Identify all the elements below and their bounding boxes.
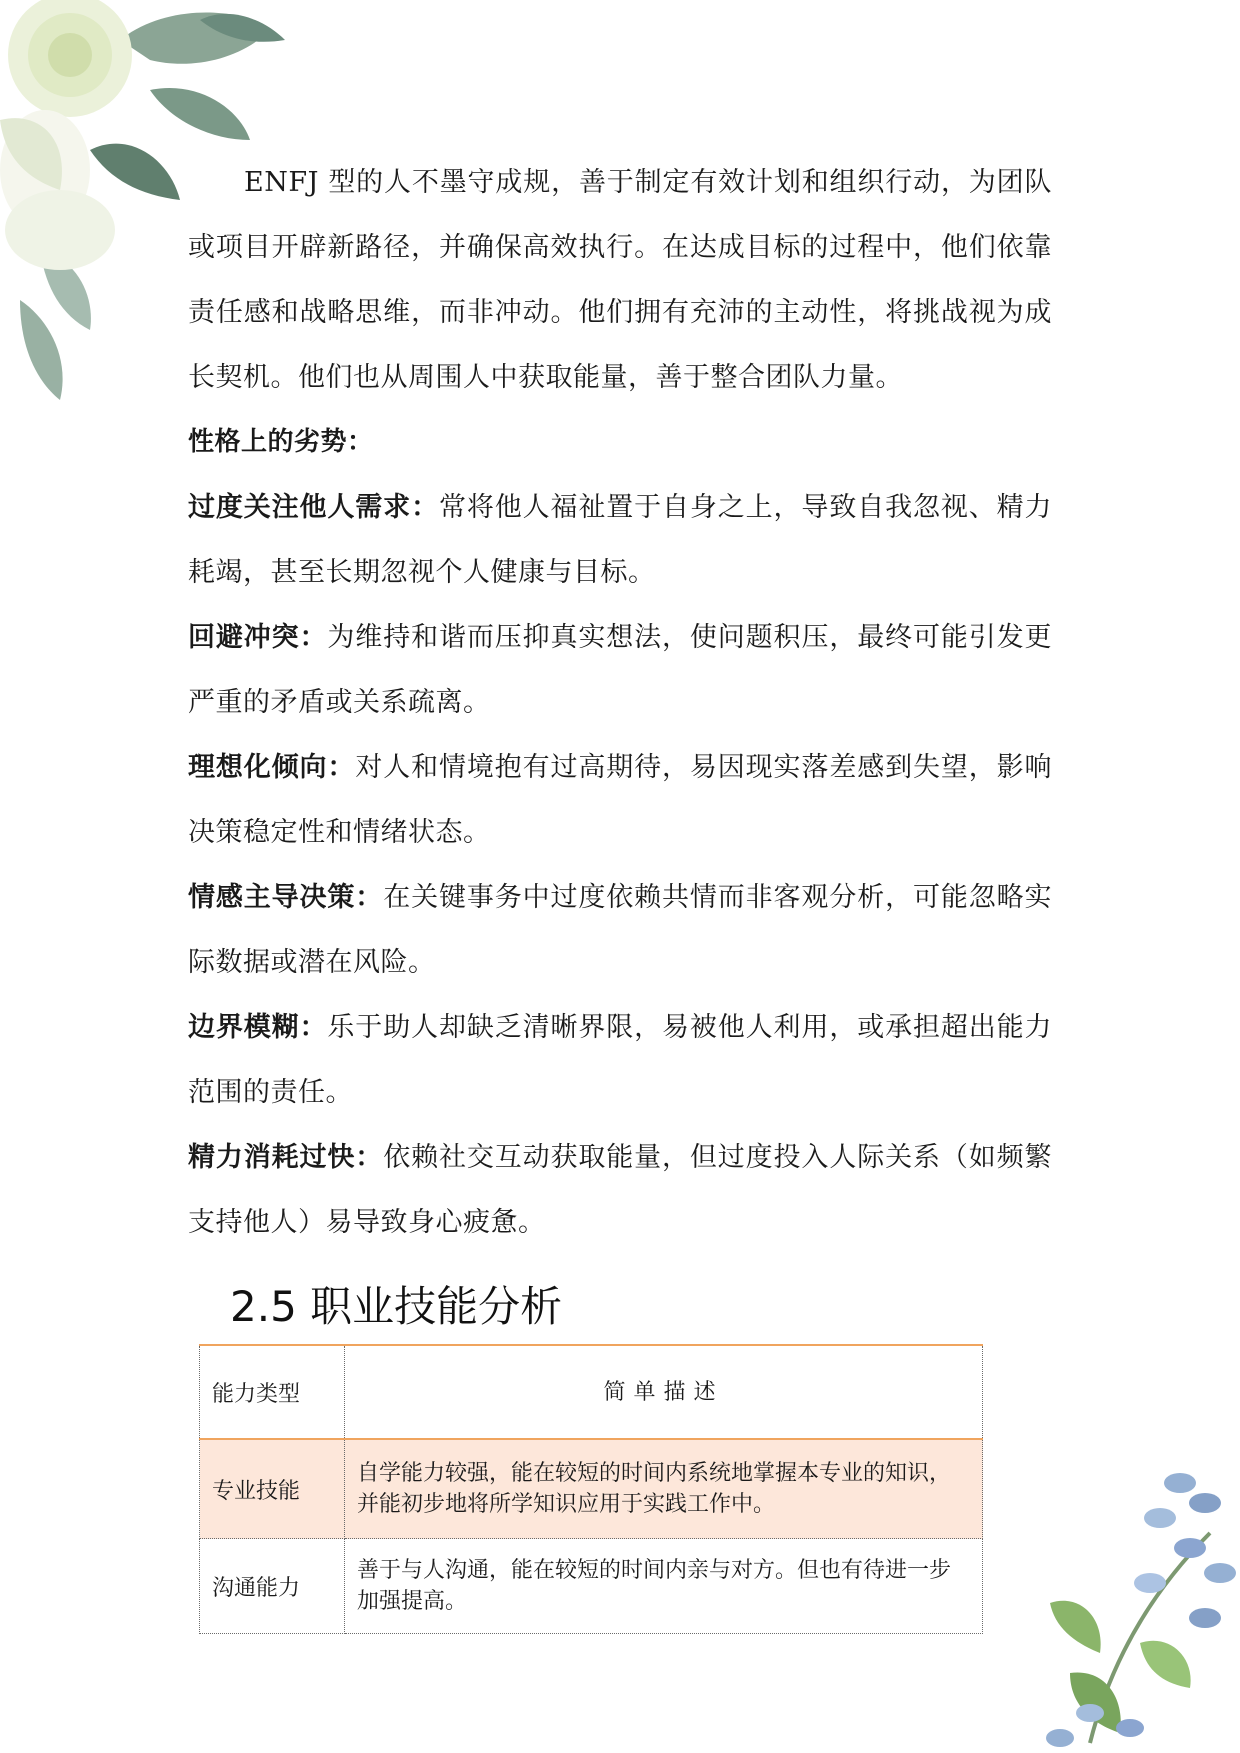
weakness-text: 常将他人福祉置于自身之上，导致自我忽视、精力耗竭，甚至长期忽视个人健康与目标。	[188, 492, 1053, 588]
row-type: 专业技能	[200, 1439, 345, 1539]
weakness-label: 过度关注他人需求：	[188, 492, 439, 523]
body-text	[188, 150, 1052, 1255]
skills-table	[199, 1344, 983, 1634]
floral-corner-bottom-right-icon	[1030, 1443, 1240, 1753]
section-title: 2.5 职业技能分析	[230, 1282, 563, 1331]
table-row	[200, 1439, 983, 1539]
weakness-heading: 性格上的劣势：	[188, 427, 374, 457]
weakness-item	[188, 1125, 1052, 1255]
weakness-label: 边界模糊：	[188, 1012, 328, 1043]
header-type: 能力类型	[200, 1345, 345, 1439]
weakness-label: 理想化倾向：	[188, 752, 356, 783]
weakness-text: 为维持和谐而压抑真实想法，使问题积压，最终可能引发更严重的矛盾或关系疏离。	[188, 622, 1053, 718]
weakness-label: 精力消耗过快：	[188, 1142, 384, 1173]
table-row	[200, 1539, 983, 1634]
weakness-label: 回避冲突：	[188, 622, 328, 653]
weakness-label: 情感主导决策：	[188, 882, 384, 913]
row-desc: 善于与人沟通，能在较短的时间内亲与对方。但也有待进一步加强提高。	[345, 1539, 983, 1634]
table-header-row	[200, 1345, 983, 1439]
weakness-text: 在关键事务中过度依赖共情而非客观分析，可能忽略实际数据或潜在风险。	[188, 882, 1053, 978]
header-desc: 简单描述	[345, 1345, 983, 1439]
weakness-item	[188, 865, 1052, 995]
weakness-item	[188, 995, 1052, 1125]
weakness-item	[188, 735, 1052, 865]
weakness-item	[188, 475, 1052, 605]
weakness-text: 依赖社交互动获取能量，但过度投入人际关系（如频繁支持他人）易导致身心疲惫。	[188, 1142, 1053, 1238]
intro-paragraph: ENFJ 型的人不墨守成规，善于制定有效计划和组织行动，为团队或项目开辟新路径，并确保高效执行。在达成目标的过程中，他们依靠责任感和战略思维，而非冲动。他们拥有充沛的主动性，将挑战视为成长契机。他们也从周围人中获取能量，善于整合团队力量。	[188, 167, 1052, 393]
row-type: 沟通能力	[200, 1539, 345, 1634]
weakness-text: 乐于助人却缺乏清晰界限，易被他人利用，或承担超出能力范围的责任。	[188, 1012, 1053, 1108]
weakness-text: 对人和情境抱有过高期待，易因现实落差感到失望，影响决策稳定性和情绪状态。	[188, 752, 1053, 848]
weakness-item	[188, 605, 1052, 735]
row-desc: 自学能力较强，能在较短的时间内系统地掌握本专业的知识，并能初步地将所学知识应用于实践工作中。	[345, 1439, 983, 1539]
